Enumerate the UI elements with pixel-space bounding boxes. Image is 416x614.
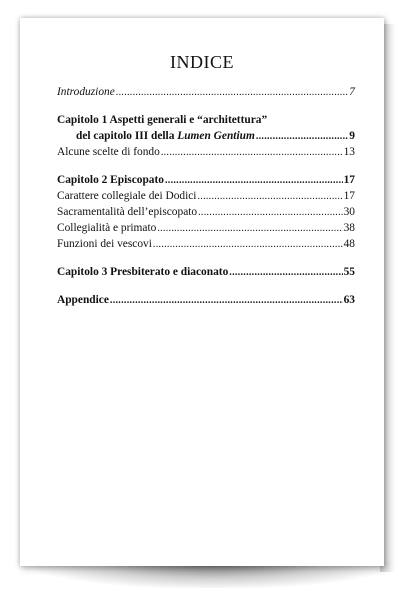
toc-entry-label [76, 128, 255, 144]
toc-leader-dots [161, 145, 343, 161]
toc-leader-dots [197, 189, 342, 205]
toc-entry-funzioni[interactable] [57, 236, 355, 252]
toc-entry-appendice[interactable] [57, 292, 355, 308]
toc-entry-sacramentalita[interactable] [57, 204, 355, 220]
toc-entry-label-part: del capitolo III della [76, 130, 178, 142]
toc-entry-capitolo-2[interactable] [57, 172, 355, 188]
toc-entry-page: 17 [343, 174, 355, 186]
toc-entry-label: Appendice [57, 294, 109, 306]
toc-leader-dots [165, 173, 343, 189]
toc-entry-carattere[interactable] [57, 188, 355, 204]
table-of-contents [57, 84, 355, 308]
toc-entry-capitolo-1-cont[interactable] [57, 128, 355, 144]
toc-entry-alcune-scelte[interactable] [57, 144, 355, 160]
toc-leader-dots [229, 265, 342, 281]
toc-entry-label: Capitolo 2 Episcopato [57, 174, 164, 186]
toc-entry-label: Funzioni dei vescovi [57, 238, 152, 250]
toc-entry-label: Carattere collegiale dei Dodici [57, 190, 197, 202]
toc-leader-dots [153, 237, 343, 253]
toc-entry-page: 7 [349, 86, 355, 98]
toc-entry-label: Collegialità e primato [57, 222, 157, 234]
toc-leader-dots [116, 85, 349, 101]
toc-entry-page: 38 [343, 222, 355, 234]
book-page [20, 18, 384, 566]
toc-leader-dots [110, 293, 343, 309]
toc-leader-dots [198, 205, 343, 221]
toc-entry-label-italic: Lumen Gentium [177, 130, 255, 142]
toc-entry-label: Capitolo 3 Presbiterato e diaconato [57, 266, 229, 278]
toc-entry-label: Introduzione [57, 86, 115, 98]
toc-entry-page: 48 [343, 238, 355, 250]
toc-leader-dots [157, 221, 342, 237]
toc-entry-collegialita[interactable] [57, 220, 355, 236]
toc-entry-label: Alcune scelte di fondo [57, 146, 160, 158]
toc-entry-label: Sacramentalità dell’episcopato [57, 206, 198, 218]
toc-entry-introduzione[interactable] [57, 84, 355, 100]
toc-entry-page: 30 [343, 206, 355, 218]
page-title: INDICE [170, 52, 234, 72]
toc-entry-page: 13 [343, 146, 355, 158]
toc-entry-capitolo-3[interactable] [57, 264, 355, 280]
toc-entry-page: 17 [343, 190, 355, 202]
toc-entry-page: 55 [343, 266, 355, 278]
toc-entry-page: 9 [349, 130, 355, 142]
toc-entry-capitolo-1[interactable] [57, 112, 355, 128]
toc-leader-dots [256, 129, 348, 145]
toc-entry-label: Capitolo 1 Aspetti generali e “architettura” [57, 114, 268, 126]
toc-entry-page: 63 [343, 294, 355, 306]
